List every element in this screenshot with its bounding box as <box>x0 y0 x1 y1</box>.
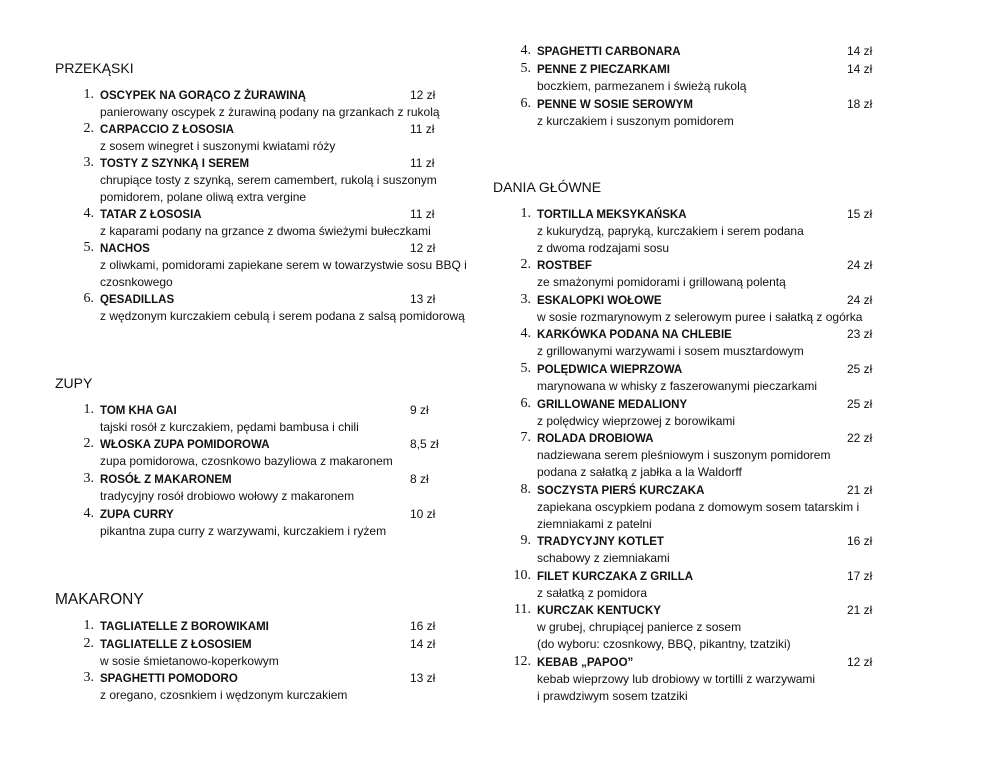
item-description: z kukurydzą, papryką, kurczakiem i serem podana <box>537 224 804 238</box>
item-price: 25 zł <box>847 362 873 376</box>
item-name: ROLADA DROBIOWA <box>537 433 654 445</box>
item-price: 21 zł <box>847 603 873 617</box>
item-number: 1. <box>520 206 531 221</box>
item-description: i prawdziwym sosem tzatziki <box>537 689 688 703</box>
item-description: w grubej, chrupiącej panierce z sosem <box>537 620 742 634</box>
menu-item <box>520 430 873 481</box>
item-description: z dwoma rodzajami sosu <box>537 241 670 255</box>
menu-item <box>83 155 437 206</box>
item-number: 3. <box>83 471 94 486</box>
item-name: TRADYCYJNY KOTLET <box>537 536 664 548</box>
item-description: z wędzonym kurczakiem cebulą i serem podana z salsą pomidorową <box>100 309 465 323</box>
item-description: z oliwkami, pomidorami zapiekane serem w towarzystwie sosu BBQ i <box>100 258 467 272</box>
item-description: z oregano, czosnkiem i wędzonym kurczakiem <box>100 688 348 702</box>
item-price: 14 zł <box>410 637 436 651</box>
item-description: panierowany oscypek z żurawiną podany na grzankach z rukolą <box>100 105 440 119</box>
item-price: 24 zł <box>847 293 873 307</box>
item-name: POLĘDWICA WIEPRZOWA <box>537 364 683 376</box>
item-number: 5. <box>520 361 531 376</box>
menu-item <box>520 257 873 291</box>
menu-item <box>83 121 435 155</box>
item-price: 8,5 zł <box>410 437 439 451</box>
item-description: pikantna zupa curry z warzywami, kurczakiem i ryżem <box>100 524 387 538</box>
item-number: 1. <box>83 87 94 102</box>
item-description: ziemniakami z patelni <box>537 517 652 531</box>
item-price: 11 zł <box>410 156 435 170</box>
item-number: 4. <box>520 43 531 58</box>
item-number: 9. <box>520 533 531 548</box>
item-number: 4. <box>83 206 94 221</box>
item-price: 25 zł <box>847 397 873 411</box>
item-name: ROSÓŁ Z MAKARONEM <box>100 474 232 486</box>
item-name: NACHOS <box>100 243 150 255</box>
menu-item <box>520 96 873 130</box>
item-name: WŁOSKA ZUPA POMIDOROWA <box>100 439 270 451</box>
menu-item <box>520 206 873 257</box>
item-price: 17 zł <box>847 569 873 583</box>
item-name: ESKALOPKI WOŁOWE <box>537 295 662 307</box>
item-description: z sosem winegret i suszonymi kwiatami róży <box>100 139 336 153</box>
item-number: 5. <box>520 61 531 76</box>
menu-item <box>83 636 436 670</box>
item-description: chrupiące tosty z szynką, serem camembert, rukolą i suszonym <box>100 173 437 187</box>
item-description: tajski rosół z kurczakiem, pędami bambusa i chili <box>100 420 359 434</box>
menu-item <box>513 568 873 602</box>
menu-item <box>83 291 465 325</box>
menu-item <box>520 326 873 360</box>
menu-item <box>83 471 429 505</box>
item-name: ROSTBEF <box>537 260 592 272</box>
item-description: kebab wieprzowy lub drobiowy w tortilli z warzywami <box>537 672 816 686</box>
item-number: 2. <box>83 121 94 136</box>
item-description: boczkiem, parmezanem i świeżą rukolą <box>537 79 747 93</box>
item-price: 14 zł <box>847 44 873 58</box>
item-price: 8 zł <box>410 472 429 486</box>
item-name: SPAGHETTI CARBONARA <box>537 46 681 58</box>
item-description: marynowana w whisky z faszerowanymi pieczarkami <box>537 379 818 393</box>
item-price: 22 zł <box>847 431 873 445</box>
item-name: OSCYPEK NA GORĄCO Z ŻURAWINĄ <box>100 90 306 102</box>
item-name: TATAR Z ŁOSOSIA <box>100 209 202 221</box>
item-description: z grillowanymi warzywami i sosem musztardowym <box>537 344 804 358</box>
menu-item <box>83 87 440 121</box>
item-description: z kaparami podany na grzance z dwoma świeżymi bułeczkami <box>100 224 431 238</box>
menu-item <box>83 240 467 291</box>
item-price: 11 zł <box>410 122 435 136</box>
item-number: 1. <box>83 402 94 417</box>
item-description: z polędwicy wieprzowej z borowikami <box>537 414 736 428</box>
item-name: SOCZYSTA PIERŚ KURCZAKA <box>537 485 705 497</box>
item-number: 4. <box>83 506 94 521</box>
section-heading-przekaski: PRZEKĄSKI <box>55 60 134 76</box>
item-name: KEBAB „PAPOO” <box>537 657 634 669</box>
item-name: TORTILLA MEKSYKAŃSKA <box>537 209 687 221</box>
section-heading-zupy: ZUPY <box>55 375 93 391</box>
item-description: czosnkowego <box>100 275 173 289</box>
item-number: 5. <box>83 240 94 255</box>
item-number: 2. <box>83 436 94 451</box>
menu-item <box>83 402 429 436</box>
section-heading-makarony: MAKARONY <box>55 591 144 608</box>
menu-item <box>520 43 873 60</box>
item-number: 3. <box>83 155 94 170</box>
menu-item <box>83 436 439 470</box>
item-number: 7. <box>520 430 531 445</box>
item-number: 10. <box>513 568 531 583</box>
item-price: 16 zł <box>410 619 436 633</box>
item-name: FILET KURCZAKA Z GRILLA <box>537 571 694 583</box>
item-name: TOM KHA GAI <box>100 405 177 417</box>
item-number: 6. <box>83 291 94 306</box>
item-price: 12 zł <box>847 655 873 669</box>
item-price: 24 zł <box>847 258 873 272</box>
menu-item <box>520 482 873 533</box>
item-number: 1. <box>83 618 94 633</box>
item-price: 10 zł <box>410 507 436 521</box>
item-price: 21 zł <box>847 483 873 497</box>
section-heading-dania-glowne: DANIA GŁÓWNE <box>493 179 602 195</box>
menu-item <box>520 361 873 395</box>
item-name: ZUPA CURRY <box>100 509 174 521</box>
item-description: z kurczakiem i suszonym pomidorem <box>537 114 734 128</box>
item-number: 3. <box>520 292 531 307</box>
item-number: 11. <box>514 602 531 617</box>
item-number: 2. <box>83 636 94 651</box>
item-number: 8. <box>520 482 531 497</box>
item-name: CARPACCIO Z ŁOSOSIA <box>100 124 234 136</box>
item-name: QESADILLAS <box>100 294 175 306</box>
item-price: 16 zł <box>847 534 873 548</box>
item-description: (do wyboru: czosnkowy, BBQ, pikantny, tzatziki) <box>537 637 791 651</box>
item-description: pomidorem, polane oliwą extra vergine <box>100 190 307 204</box>
item-price: 23 zł <box>847 327 873 341</box>
item-price: 13 zł <box>410 671 436 685</box>
item-number: 4. <box>520 326 531 341</box>
item-price: 18 zł <box>847 97 873 111</box>
item-price: 15 zł <box>847 207 873 221</box>
item-price: 14 zł <box>847 62 873 76</box>
item-description: ze smażonymi pomidorami i grillowaną polentą <box>537 275 786 289</box>
item-price: 12 zł <box>410 88 436 102</box>
item-price: 9 zł <box>410 403 429 417</box>
item-description: podana z sałatką z jabłka a la Waldorff <box>537 465 742 479</box>
item-number: 6. <box>520 96 531 111</box>
item-name: TAGLIATELLE Z BOROWIKAMI <box>100 621 269 633</box>
menu-item <box>83 618 436 635</box>
item-description: w sosie rozmarynowym z selerowym puree i sałatką z ogórka <box>537 310 863 324</box>
item-name: KURCZAK KENTUCKY <box>537 605 661 617</box>
menu-item <box>83 506 436 540</box>
item-name: PENNE Z PIECZARKAMI <box>537 64 670 76</box>
item-description: schabowy z ziemniakami <box>537 551 670 565</box>
item-number: 2. <box>520 257 531 272</box>
item-price: 11 zł <box>410 207 435 221</box>
item-description: tradycyjny rosół drobiowo wołowy z makaronem <box>100 489 355 503</box>
item-price: 13 zł <box>410 292 436 306</box>
item-name: PENNE W SOSIE SEROWYM <box>537 99 693 111</box>
menu-item <box>513 654 873 705</box>
item-name: TAGLIATELLE Z ŁOSOSIEM <box>100 639 252 651</box>
item-number: 3. <box>83 670 94 685</box>
item-name: GRILLOWANE MEDALIONY <box>537 399 688 411</box>
item-description: z sałatką z pomidora <box>537 586 648 600</box>
menu-item <box>520 396 873 430</box>
item-description: zapiekana oscypkiem podana z domowym sosem tatarskim i <box>537 500 860 514</box>
menu-item <box>520 61 873 95</box>
item-description: nadziewana serem pleśniowym i suszonym pomidorem <box>537 448 831 462</box>
menu-item <box>520 292 873 326</box>
item-description: zupa pomidorowa, czosnkowo bazyliowa z makaronem <box>100 454 393 468</box>
item-description: w sosie śmietanowo-koperkowym <box>100 654 279 668</box>
item-name: TOSTY Z SZYNKĄ I SEREM <box>100 158 250 170</box>
item-number: 6. <box>520 396 531 411</box>
item-name: SPAGHETTI POMODORO <box>100 673 238 685</box>
menu-item <box>83 670 436 704</box>
menu-item <box>83 206 435 240</box>
item-name: KARKÓWKA PODANA NA CHLEBIE <box>537 329 732 341</box>
item-price: 12 zł <box>410 241 436 255</box>
menu-item <box>520 533 873 567</box>
item-number: 12. <box>513 654 531 669</box>
menu-item <box>514 602 873 653</box>
